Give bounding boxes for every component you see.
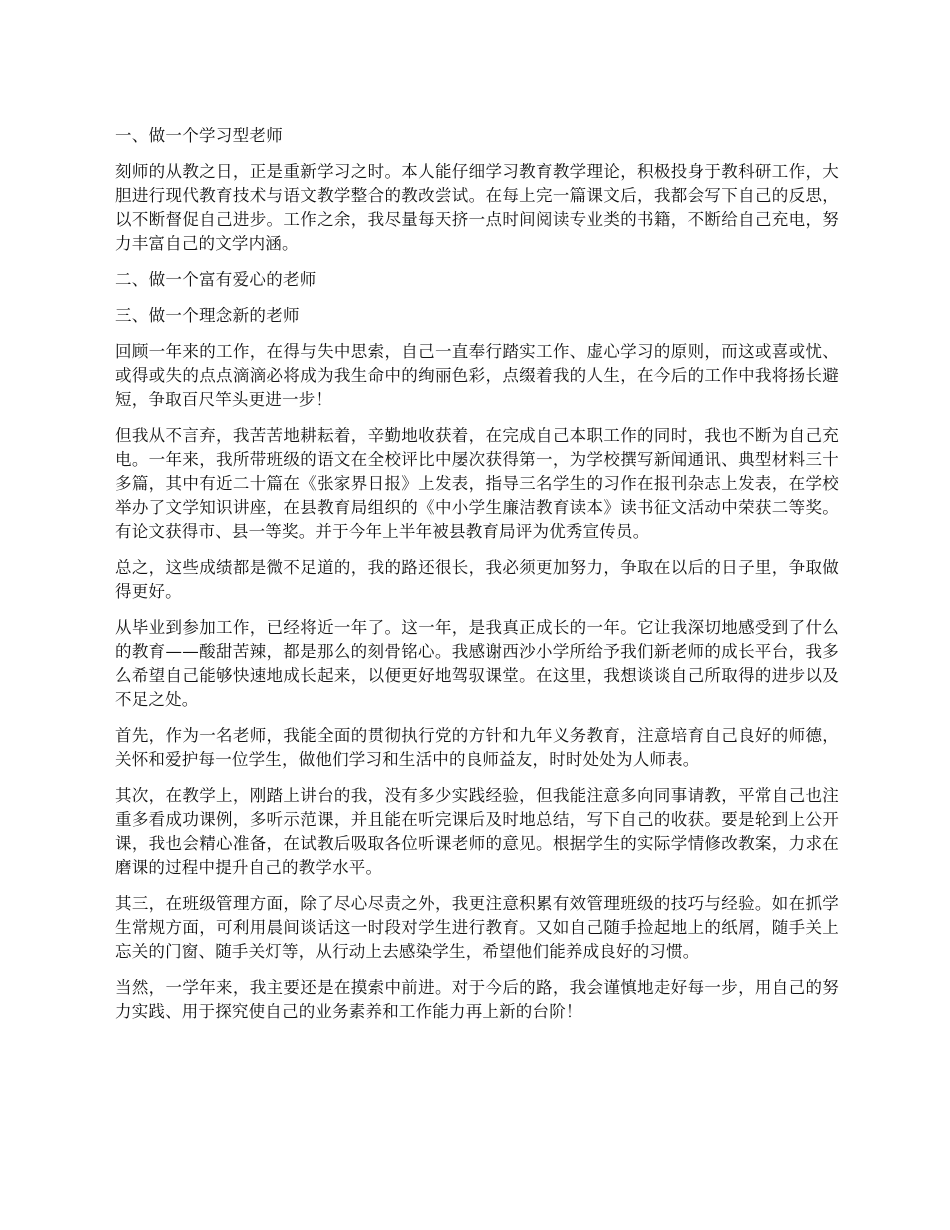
paragraph-first-year: 从毕业到参加工作，已经将近一年了。这一年，是我真正成长的一年。它让我深切地感受到了什么的教育——酸甜苦辣，都是那么的刻骨铭心。我感谢西沙小学所给予我们新老师的成长平台，我多么希望自己能够快速地成长起来，以便更好地驾驭课堂。在这里，我想谈谈自己所取得的进步以及不足之处。 [115, 618, 839, 709]
paragraph-summary: 总之，这些成绩都是微不足道的，我的路还很长，我必须更加努力，争取在以后的日子里，争取做得更好。 [115, 558, 839, 601]
section-heading-learning-teacher: 一、做一个学习型老师 [115, 126, 283, 145]
paragraph-thirdly: 其三，在班级管理方面，除了尽心尽责之外，我更注意积累有效管理班级的技巧与经验。如在抓学生常规方面，可利用晨间谈话这一时段对学生进行教育。又如自己随手捡起地上的纸屑，随手关上忘关的门窗、随手关灯等，从行动上去感染学生，希望他们能养成良好的习惯。 [115, 894, 839, 961]
section-heading-caring-teacher: 二、做一个富有爱心的老师 [115, 270, 317, 289]
paragraph-secondly: 其次，在教学上，刚踏上讲台的我，没有多少实践经验，但我能注意多向同事请教，平常自己也注重多看成功课例，多听示范课，并且能在听完课后及时地总结，写下自己的收获。要是轮到上公开课，我也会精心准备，在试教后吸取各位听课老师的意见。根据学生的实际学情修改教案，力求在磨课的过程中提升自己的教学水平。 [115, 786, 839, 877]
document-body [115, 124, 839, 1036]
paragraph-learning: 刻师的从教之日，正是重新学习之时。本人能仔细学习教育教学理论，积极投身于教科研工作，大胆进行现代教育技术与语文教学整合的教改尝试。在每上完一篇课文后，我都会写下自己的反思，以不断督促自己进步。工作之余，我尽量每天挤一点时间阅读专业类的书籍，不断给自己充电，努力丰富自己的文学内涵。 [115, 162, 839, 253]
paragraph-achievements: 但我从不言弃，我苦苦地耕耘着，辛勤地收获着，在完成自己本职工作的同时，我也不断为自己充电。一年来，我所带班级的语文在全校评比中屡次获得第一，为学校撰写新闻通讯、典型材料三十多篇，其中有近二十篇在《张家界日报》上发表，指导三名学生的习作在报刊杂志上发表，在学校举办了文学知识讲座，在县教育局组织的《中小学生廉洁教育读本》读书征文活动中荣获二等奖。有论文获得市、县一等奖。并于今年上半年被县教育局评为优秀宣传员。 [115, 426, 839, 541]
section-heading-new-ideas-teacher: 三、做一个理念新的老师 [115, 306, 300, 325]
paragraph-review: 回顾一年来的工作，在得与失中思索，自己一直奉行踏实工作、虚心学习的原则，而这或喜或忧、或得或失的点点滴滴必将成为我生命中的绚丽色彩，点缀着我的人生，在今后的工作中我将扬长避短，争取百尺竿头更进一步！ [115, 342, 839, 409]
paragraph-conclusion: 当然，一学年来，我主要还是在摸索中前进。对于今后的路，我会谨慎地走好每一步，用自己的努力实践、用于探究使自己的业务素养和工作能力再上新的台阶！ [115, 978, 839, 1021]
paragraph-firstly: 首先，作为一名老师，我能全面的贯彻执行党的方针和九年义务教育，注意培育自己良好的师德，关怀和爱护每一位学生，做他们学习和生活中的良师益友，时时处处为人师表。 [115, 726, 839, 769]
